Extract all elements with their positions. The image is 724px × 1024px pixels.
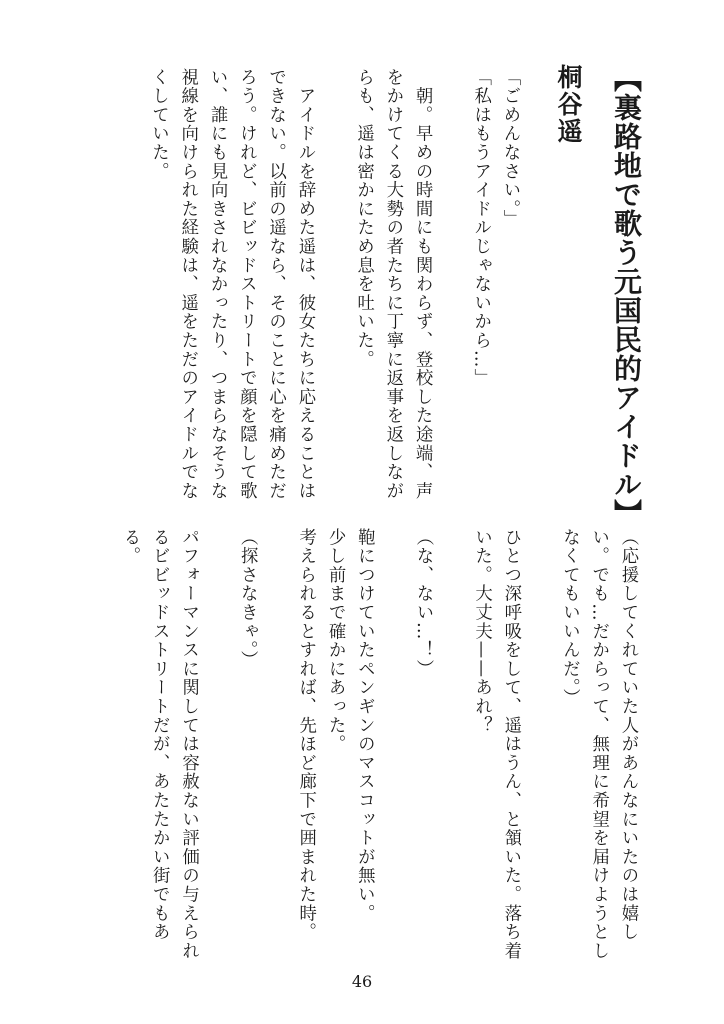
- chapter-title: 【裏路地で歌う元国民的アイドル】: [610, 64, 643, 528]
- character-name: 桐谷遥: [554, 64, 583, 145]
- page-number: 46: [351, 972, 373, 991]
- body-text-lower: （応援してくれていた人があんなにいたのは嬉し い。でも…だからって、無理に希望を届けようとし なくてもいいんだ。） ひとつ深呼吸をして、遥はうん、と頷いた。落ち着 いた。大丈夫——あれ？ （な、ない…！） 鞄につけていたペンギンのマスコットが無い。 少し前まで確かにあった。 考えられるとすれば、先ほど廊下で囲まれた時。 （探さなきゃ。） パフォーマンスに関しては容赦ない評価の与えられ るビビッドストリートだが、あたたかい街でもあ る。: [119, 528, 638, 961]
- body-text-upper: 「ごめんなさい。」 「私はもうアイドルじゃないから…」 朝。早めの時間にも関わらず、登校した途端、声 をかけてくる大勢の者たちに丁寧に返事を返しなが らも、遥は密かにため息を吐いた。 アイドルを辞めた遥は、彼女たちに応えることは できない。以前の遥なら、そのことに心を痛めただ ろう。けれど、ビビッドストリートで顔を隠して歌 い、誰にも見向きされなかったり、つまらなそうな 視線を向けられた経験は、遥をただのアイドルでな くしていた。: [148, 68, 520, 501]
